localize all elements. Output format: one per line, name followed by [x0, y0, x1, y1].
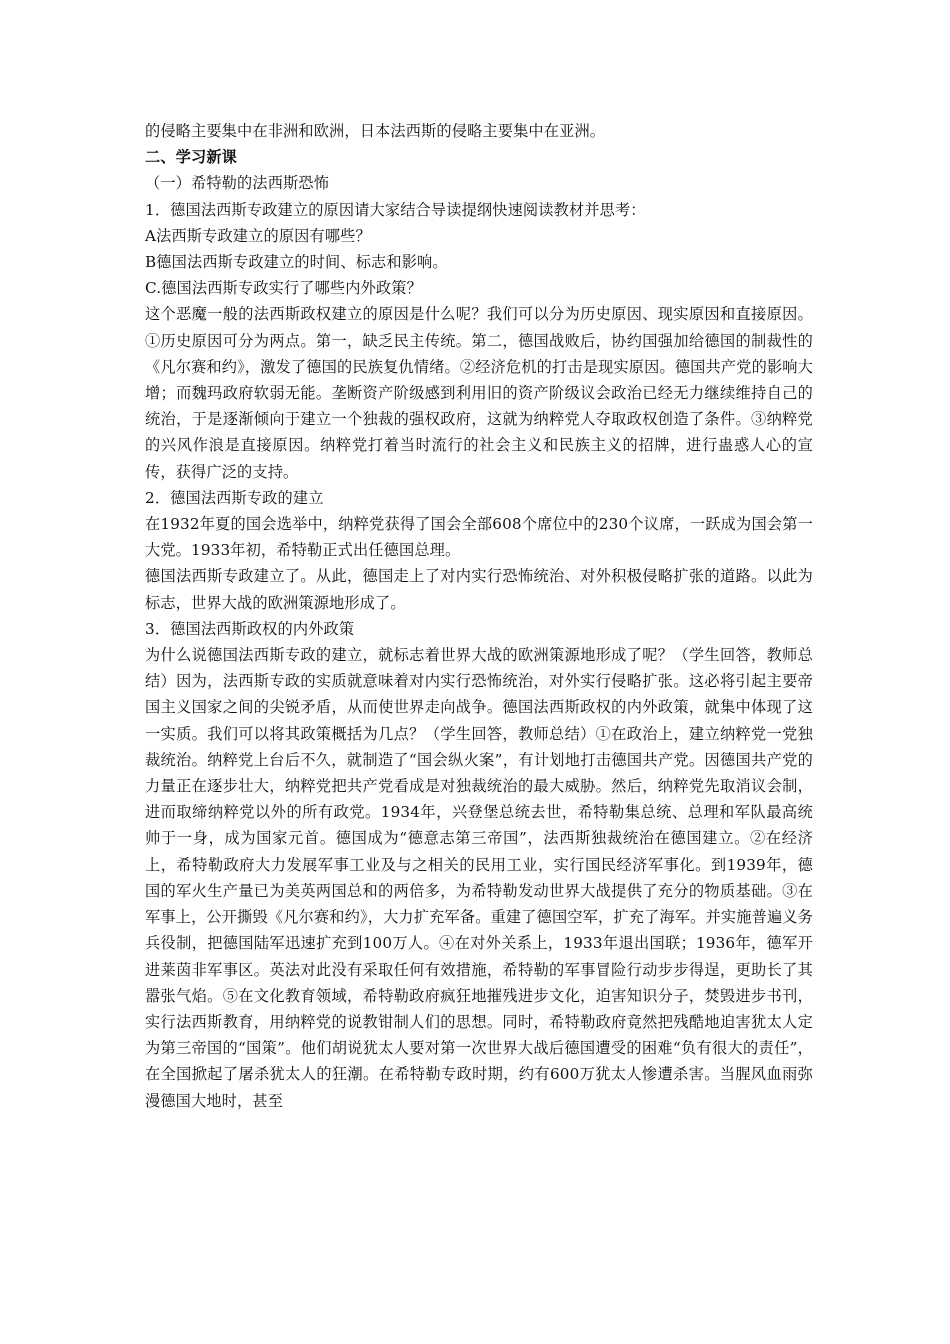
intro-tail-paragraph: 的侵略主要集中在非洲和欧洲，日本法西斯的侵略主要集中在亚洲。	[145, 122, 606, 140]
item2-title: 2．德国法西斯专政的建立	[145, 488, 324, 507]
question-a: A法西斯专政建立的原因有哪些？	[145, 226, 371, 245]
policies-paragraph: 为什么说德国法西斯专政的建立，就标志着世界大战的欧洲策源地形成了呢？（学生回答，教师总结）因为，法西斯专政的实质就意味着对内实行恐怖统治，对外实行侵略扩张。这必将引起主要帝国主义国家之间的尖锐矛盾，从而使世界走向战争。德国法西斯政权的内外政策，就集中体现了这一实质。我们可以将其政策概括为几点？（学生回答，教师总结）①在政治上，建立纳粹党一党独裁统治。纳粹党上台后不久，就制造了“国会纵火案”，有计划地打击德国共产党。因德国共产党的力量正在逐步壮大，纳粹党把共产党看成是对独裁统治的最大威胁。然后，纳粹党先取消议会制，进而取缔纳粹党以外的所有政党。1934年，兴登堡总统去世，希特勒集总统、总理和军队最高统帅于一身，成为国家元首。德国成为“德意志第三帝国”，法西斯独裁统治在德国建立。②在经济上，希特勒政府大力发展军事工业及与之相关的民用工业，实行国民经济军事化。到1939年，德国的军火生产量已为美英两国总和的两倍多，为希特勒发动世界大战提供了充分的物质基础。③在军事上，公开撕毁《凡尔赛和约》，大力扩充军备。重建了德国空军，扩充了海军。并实施普遍义务兵役制，把德国陆军迅速扩充到100万人。④在对外关系上，1933年退出国联；1936年，德军开进莱茵非军事区。英法对此没有采取任何有效措施，希特勒的军事冒险行动步步得逞，更助长了其嚣张气焰。⑤在文化教育领域，希特勒政府疯狂地摧残进步文化，迫害知识分子，焚毁进步书刊，实行法西斯教育，用纳粹党的说教钳制人们的思想。同时，希特勒政府竟然把残酷地迫害犹太人定为第三帝国的“国策”。他们胡说犹太人要对第一次世界大战后德国遭受的困难“负有很大的责任”，在全国掀起了屠杀犹太人的狂潮。在希特勒专政时期，约有600万犹太人惨遭杀害。当腥风血雨弥漫德国大地时，甚至	[145, 646, 813, 1110]
result-paragraph: 德国法西斯专政建立了。从此，德国走上了对内实行恐怖统治、对外积极侵略扩张的道路。以此为标志，世界大战的欧洲策源地形成了。	[145, 567, 813, 612]
section-heading: 二、学习新课	[145, 148, 238, 167]
question-c: C.德国法西斯专政实行了哪些内外政策？	[145, 279, 422, 298]
question-b: B德国法西斯专政建立的时间、标志和影响。	[145, 253, 448, 272]
item3-title: 3．德国法西斯政权的内外政策	[145, 619, 355, 638]
establishment-paragraph: 在1932年夏的国会选举中，纳粹党获得了国会全部608个席位中的230个议席，一跃成为国会第一大党。1933年初，希特勒正式出任德国总理。	[145, 515, 813, 560]
document-body	[145, 118, 813, 1114]
subsection-heading: （一）希特勒的法西斯恐怖	[145, 174, 330, 193]
causes-paragraph: 这个恶魔一般的法西斯政权建立的原因是什么呢？我们可以分为历史原因、现实原因和直接原因。①历史原因可分为两点。第一，缺乏民主传统。第二，德国战败后，协约国强加给德国的制裁性的《凡尔赛和约》，激发了德国的民族复仇情绪。②经济危机的打击是现实原因。德国共产党的影响大增；而魏玛政府软弱无能。垄断资产阶级感到利用旧的资产阶级议会政治已经无力继续维持自己的统治，于是逐渐倾向于建立一个独裁的强权政府，这就为纳粹党人夺取政权创造了条件。③纳粹党的兴风作浪是直接原因。纳粹党打着当时流行的社会主义和民族主义的招牌，进行蛊惑人心的宣传，获得广泛的支持。	[145, 305, 813, 481]
item1-title: 1．德国法西斯专政建立的原因请大家结合导读提纲快速阅读教材并思考：	[145, 200, 646, 219]
